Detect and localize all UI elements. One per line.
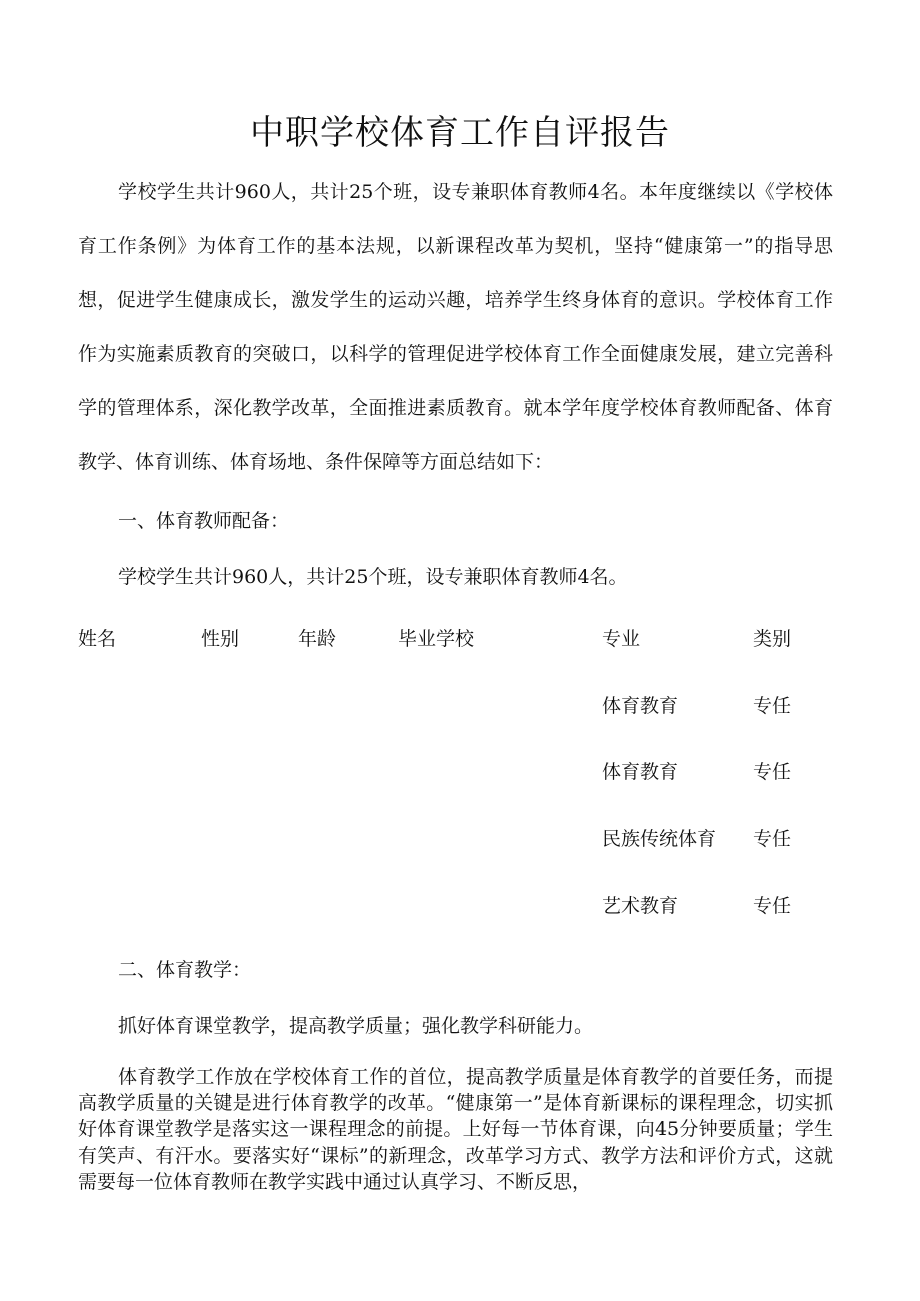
section-2-body: 体育教学工作放在学校体育工作的首位，提高教学质量是体育教学的首要任务，而提高教学质量的关键是进行体育教学的改革。“健康第一”是体育新课标的课程理念，切实抓好体育课堂教学是落实这一课程理念的前提。上好每一节体育课，向45分钟要质量；学生有笑声、有汗水。要落实好“课标”的新理念，改革学习方式、教学方法和评价方式，这就需要每一位体育教师在教学实践中通过认真学习、不断反思， [78,1066,833,1193]
table-header-age: 年龄 [298,628,337,650]
table-cell-major: 民族传统体育 [602,828,717,850]
table-cell-category: 专任 [753,895,792,917]
table-header-name: 姓名 [78,628,117,650]
section-2-heading: 二、体育教学： [118,959,252,981]
table-header-category: 类别 [753,628,792,650]
table-cell-major: 体育教育 [602,695,679,717]
table-cell-category: 专任 [753,761,792,783]
table-cell-category: 专任 [753,695,792,717]
intro-paragraph: 学校学生共计960人，共计25个班，设专兼职体育教师4名。本年度继续以《学校体育工作条例》为体育工作的基本法规，以新课程改革为契机，坚持“健康第一”的指导思想，促进学生健康成长，激发学生的运动兴趣，培养学生终身体育的意识。学校体育工作作为实施素质教育的突破口，以科学的管理促进学校体育工作全面健康发展，建立完善科学的管理体系，深化教学改革，全面推进素质教育。就本学年度学校体育教师配备、体育教学、体育训练、体育场地、条件保障等方面总结如下： [78,181,833,473]
table-header-gender: 性别 [201,628,240,650]
table-header-major: 专业 [602,628,641,650]
table-cell-major: 体育教育 [602,761,679,783]
table-cell-category: 专任 [753,828,792,850]
section-2-summary: 抓好体育课堂教学，提高教学质量；强化教学科研能力。 [118,1015,594,1037]
document-title: 中职学校体育工作自评报告 [250,113,670,153]
section-1-heading: 一、体育教师配备： [118,510,290,532]
table-cell-major: 艺术教育 [602,895,679,917]
section-1-summary: 学校学生共计960人，共计25个班，设专兼职体育教师4名。 [118,566,628,588]
table-header-school: 毕业学校 [398,628,475,650]
